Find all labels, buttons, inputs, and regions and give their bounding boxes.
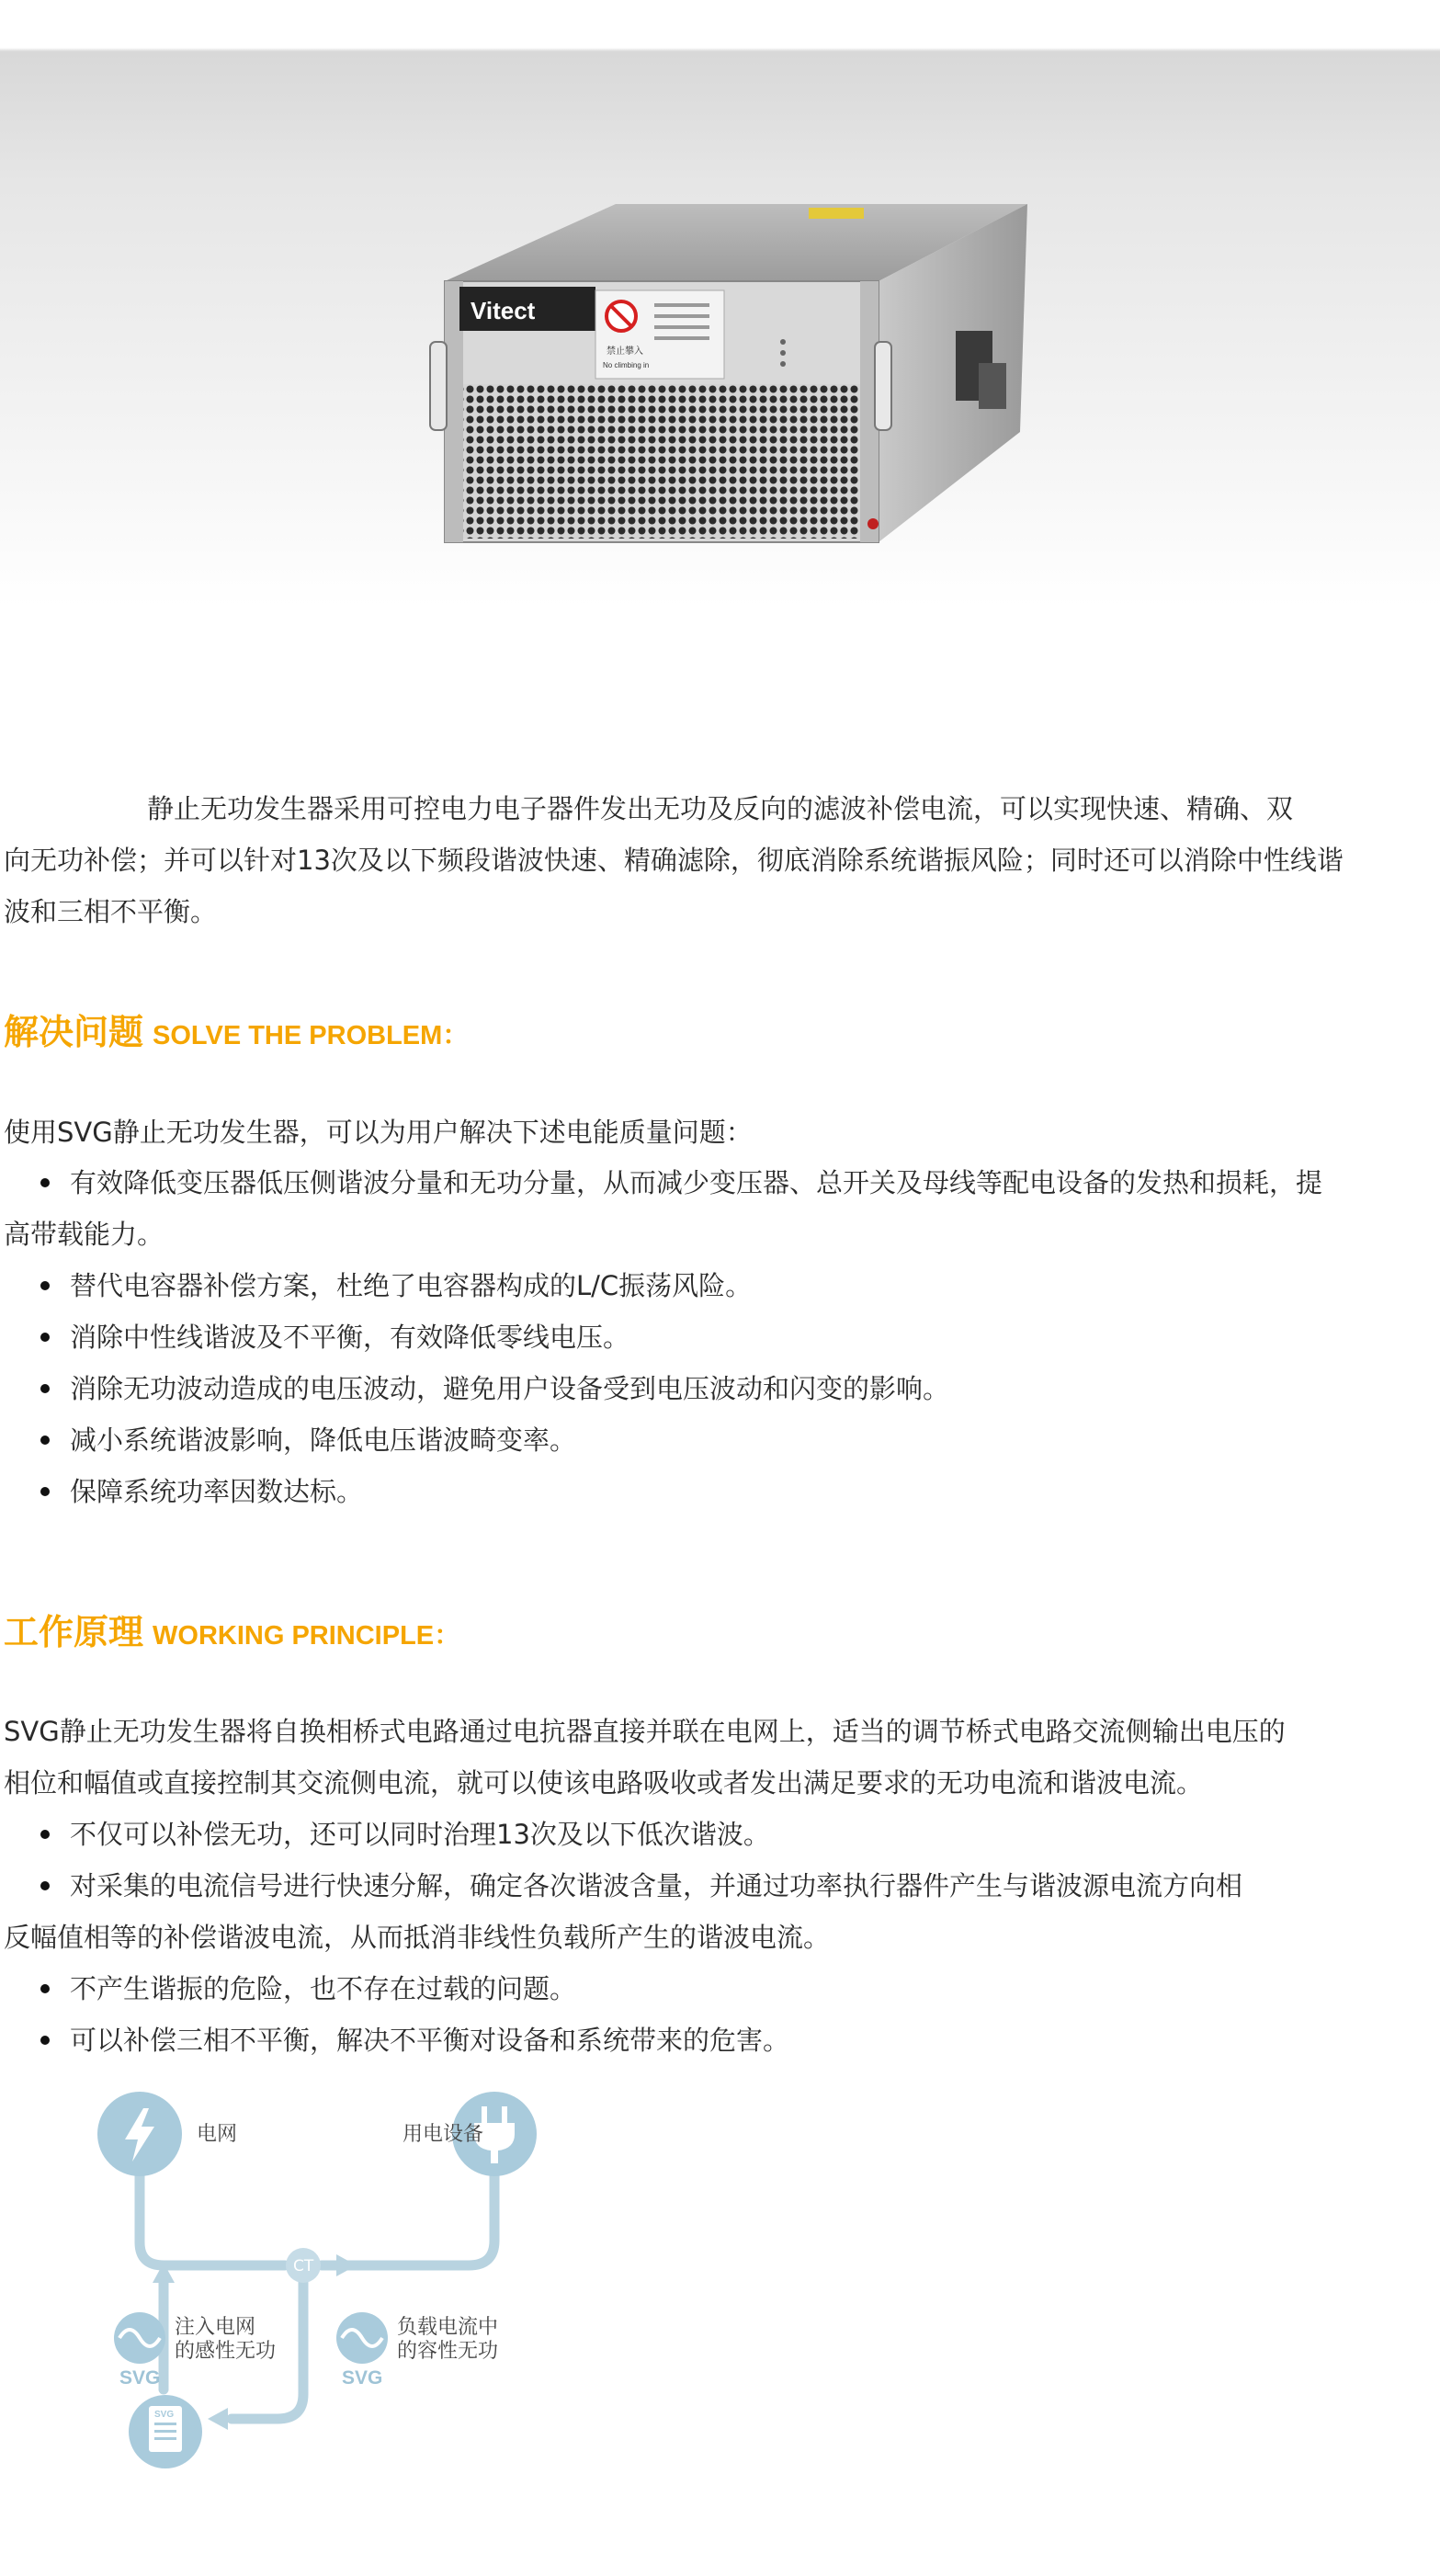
bullet-dot (40, 1178, 50, 1187)
section-title-en: WORKING PRINCIPLE： (153, 1621, 461, 1651)
bullet-dot (40, 1487, 50, 1496)
svg-cabinet-illustration (0, 0, 1440, 625)
svg-text:No climbing in: No climbing in (603, 361, 650, 369)
list-item-text: 替代电容器补偿方案，杜绝了电容器构成的L/C振荡风险。 (70, 1270, 753, 1301)
list-item (4, 1963, 1437, 2014)
list-item-text: 对采集的电流信号进行快速分解，确定各次谐波含量，并通过功率执行器件产生与谐波源电流方向相 (70, 1870, 1243, 1901)
svg-box-label: SVG (154, 2410, 175, 2420)
list-item-text: 不仅可以补偿无功，还可以同时治理13次及以下低次谐波。 (70, 1819, 770, 1850)
list-item (4, 1466, 1437, 1517)
list-item (4, 1311, 1437, 1363)
bullet-dot (40, 1881, 50, 1890)
bullet-dot (40, 1384, 50, 1393)
solve-lead: 使用SVG静止无功发生器，可以为用户解决下述电能质量问题： (4, 1117, 753, 1148)
bullet-dot (40, 1281, 50, 1290)
solve-list (4, 1157, 1437, 1517)
list-item (4, 1809, 1437, 1860)
list-item-text: 可以补偿三相不平衡，解决不平衡对设备和系统带来的危害。 (70, 2025, 790, 2056)
list-item-text: 保障系统功率因数达标。 (70, 1476, 364, 1507)
caption-line: 的容性无功 (397, 2340, 499, 2363)
section-title-cn: 解决问题 (4, 1012, 144, 1052)
svg-tag-left: SVG (119, 2367, 161, 2389)
list-item (4, 1363, 1437, 1414)
section-title-en: SOLVE THE PROBLEM： (153, 1021, 470, 1050)
caption-line: 的感性无功 (175, 2340, 277, 2363)
bullet-dot (40, 1333, 50, 1342)
arrow-left-icon (208, 2408, 228, 2430)
load-label: 用电设备 (403, 2123, 484, 2146)
svg-text:Vitect: Vitect (471, 297, 536, 324)
bullet-dot (40, 1830, 50, 1839)
capacitive-caption (397, 2316, 498, 2364)
list-item-continuation: 高带载能力。 (4, 1219, 164, 1250)
grid-label: 电网 (197, 2123, 238, 2146)
product-photo (0, 0, 1440, 625)
list-item-text: 不产生谐振的危险，也不存在过载的问题。 (70, 1973, 577, 2004)
intro-line-1: 静止无功发生器采用可控电力电子器件发出无功及反向的滤波补偿电流，可以实现快速、精确、双 (147, 793, 1294, 824)
list-item (4, 1860, 1437, 1912)
principle-lead-line-1: SVG静止无功发生器将自换相桥式电路通过电抗器直接并联在电网上，适当的调节桥式电路交流侧输出电压的 (4, 1716, 1286, 1747)
list-item (4, 1414, 1437, 1466)
list-item-text: 有效降低变压器低压侧谐波分量和无功分量，从而减少变压器、总开关及母线等配电设备的发热和损耗，提 (70, 1167, 1323, 1198)
section-title-principle (4, 1604, 460, 1659)
intro-paragraph (4, 783, 1437, 937)
intro-line-3: 波和三相不平衡。 (4, 896, 218, 927)
list-item-text: 消除中性线谐波及不平衡，有效降低零线电压。 (70, 1322, 630, 1353)
list-item-text: 消除无功波动造成的电压波动，避免用户设备受到电压波动和闪变的影响。 (70, 1373, 950, 1404)
section-title-solve (4, 1004, 469, 1059)
list-item (4, 1157, 1437, 1209)
list-item-text: 减小系统谐波影响，降低电压谐波畸变率。 (70, 1424, 577, 1456)
list-item-continuation: 反幅值相等的补偿谐波电流，从而抵消非线性负载所产生的谐波电流。 (4, 1922, 831, 1953)
bullet-dot (40, 2036, 50, 2045)
arrow-right-icon (336, 2254, 357, 2276)
principle-list (4, 1809, 1437, 2066)
caption-line: 负载电流中 (397, 2316, 499, 2339)
principle-lead (4, 1706, 1437, 1809)
inductive-caption (175, 2316, 276, 2364)
svg-tag-right: SVG (342, 2367, 383, 2389)
principle-lead-line-2: 相位和幅值或直接控制其交流侧电流，就可以使该电路吸收或者发出满足要求的无功电流和谐波电流。 (4, 1767, 1204, 1799)
svg-principle-diagram (83, 2086, 634, 2472)
ct-label: CT (293, 2257, 314, 2275)
list-item (4, 1260, 1437, 1311)
list-item (4, 2014, 1437, 2066)
caption-line: 注入电网 (175, 2316, 256, 2339)
section-title-cn: 工作原理 (4, 1612, 144, 1652)
bullet-dot (40, 1436, 50, 1445)
bullet-dot (40, 1984, 50, 1993)
svg-text:禁止攀入: 禁止攀入 (607, 346, 643, 357)
intro-line-2: 向无功补偿；并可以针对13次及以下频段谐波快速、精确滤除，彻底消除系统谐振风险；同时还可以消除中性线谐 (4, 845, 1344, 876)
diagram-line-load (322, 2169, 494, 2265)
